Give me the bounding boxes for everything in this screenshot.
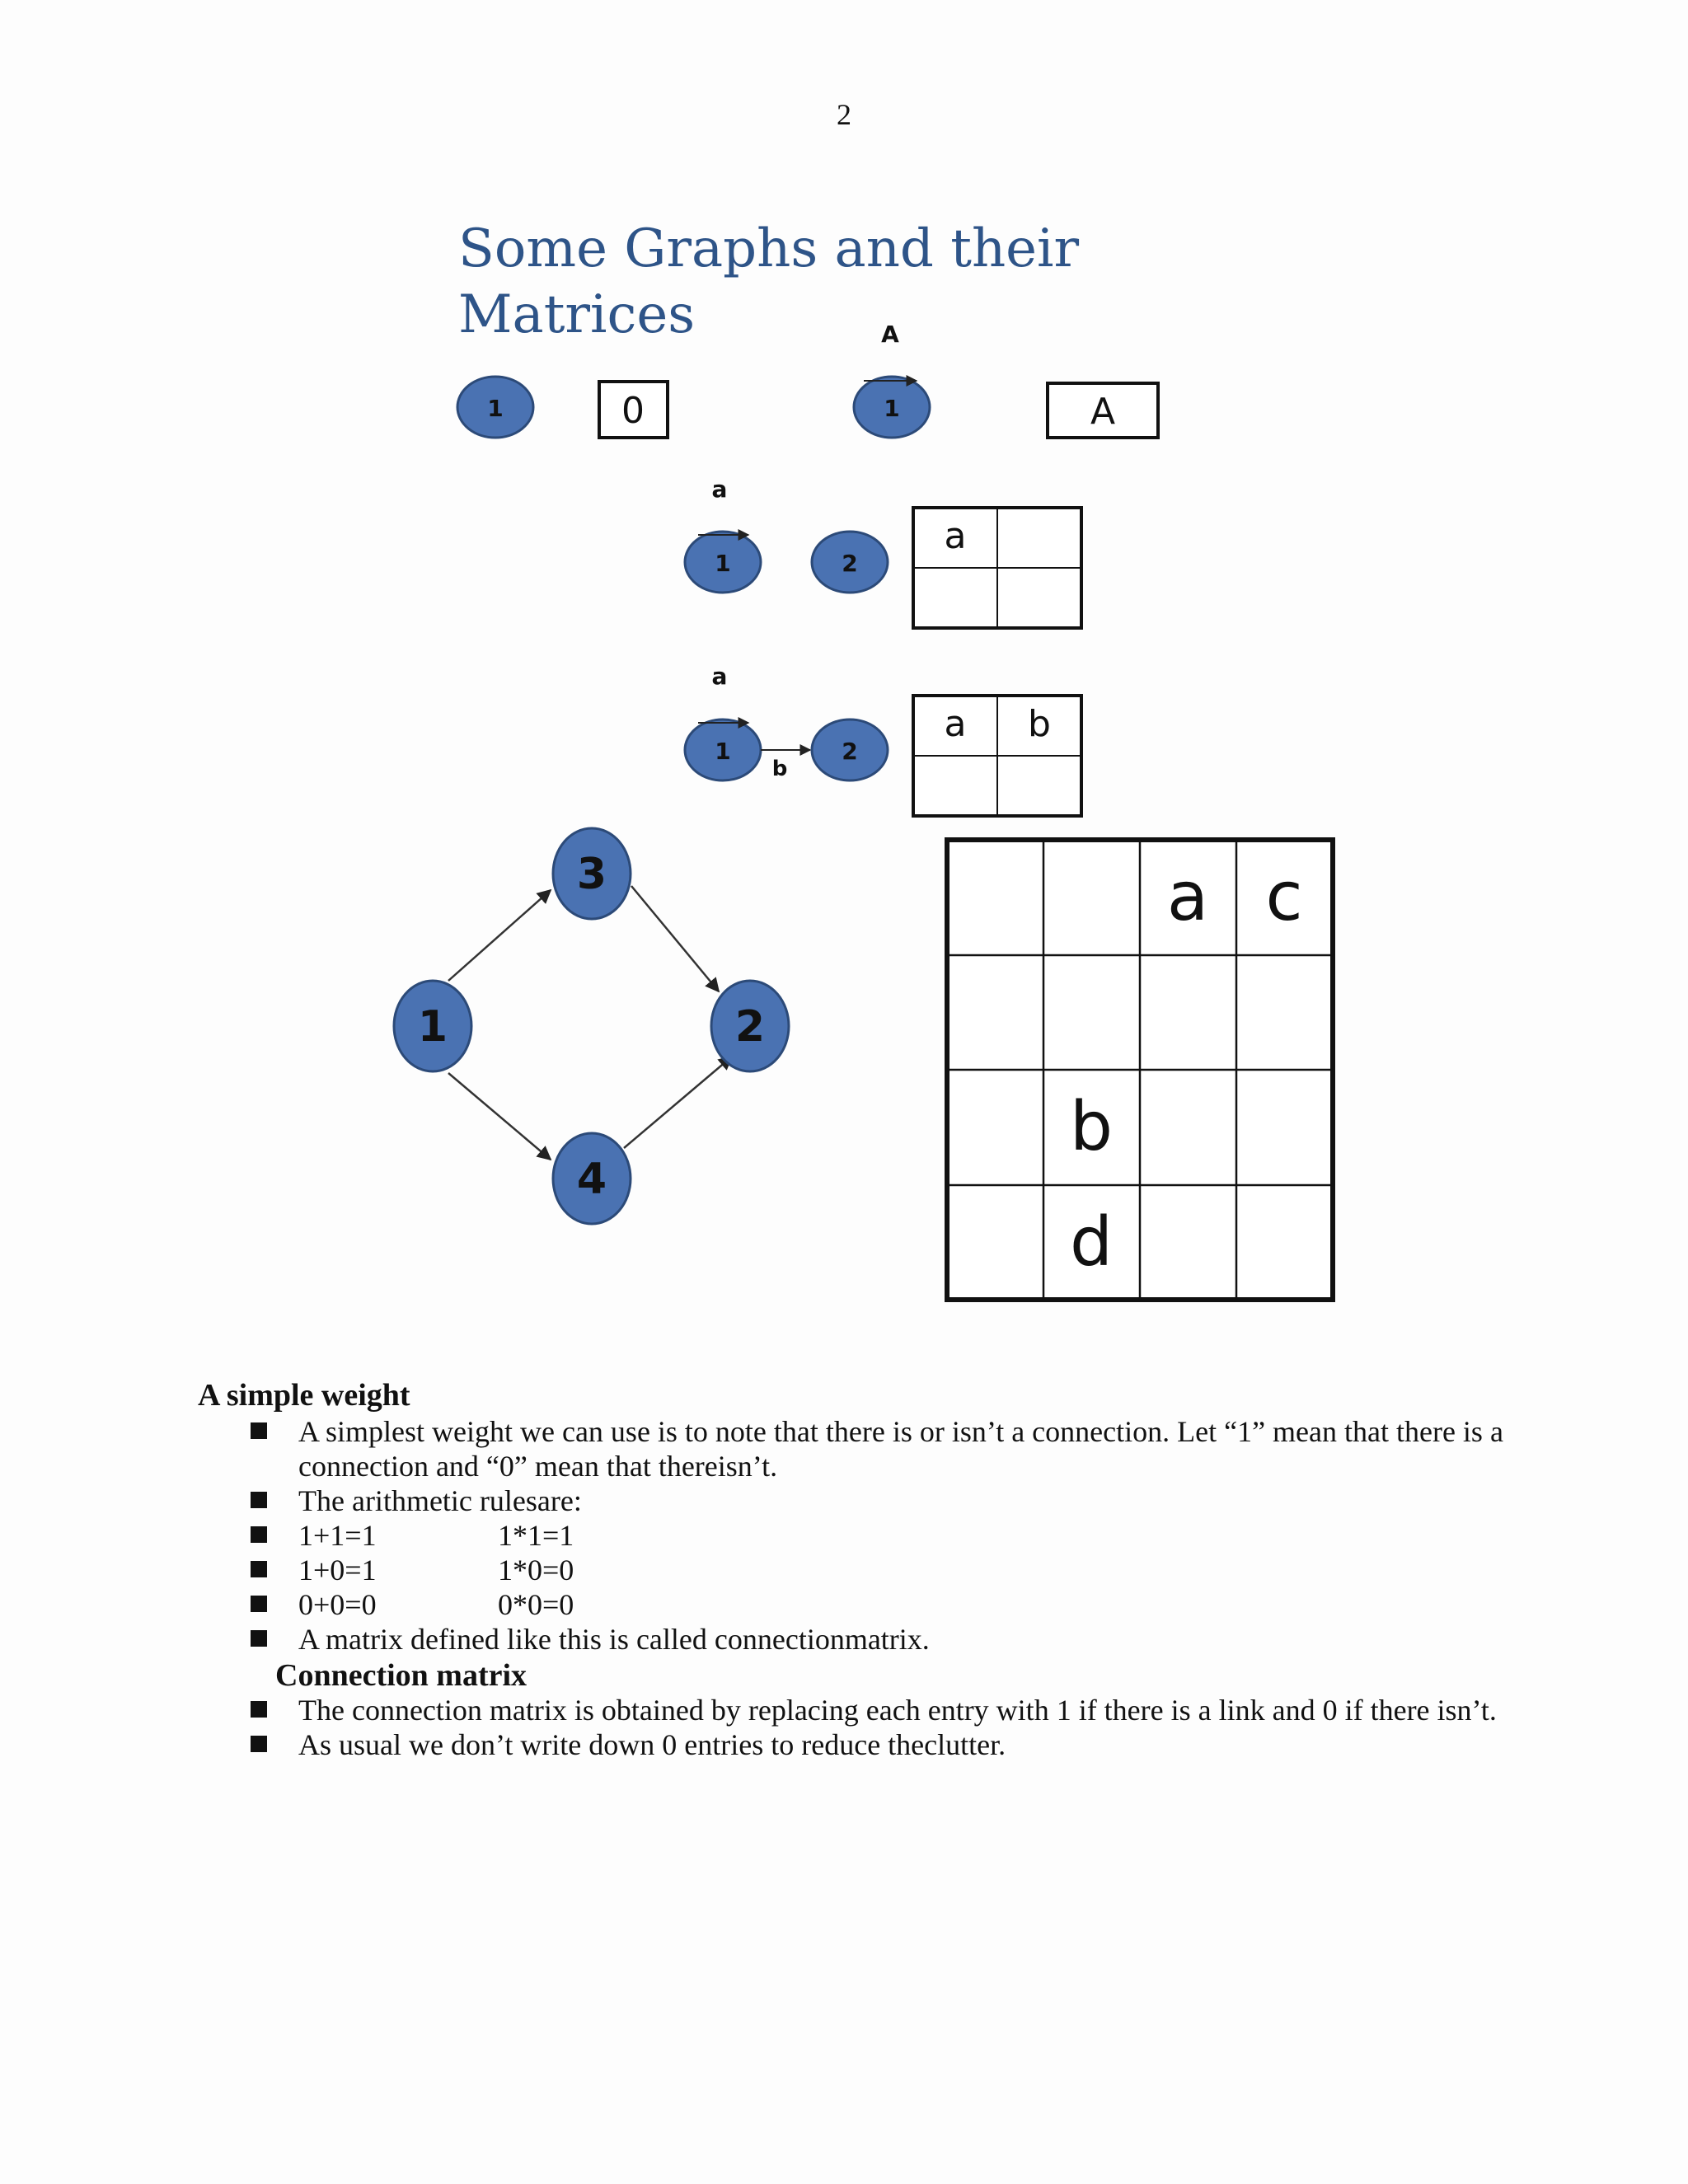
matrix-cell-value: b (1028, 703, 1051, 745)
bullet-icon (251, 1596, 267, 1612)
rule-item (198, 1518, 1517, 1553)
list-item (198, 1483, 1517, 1518)
bullet-icon (251, 1630, 267, 1647)
matrix-cell-value: a (944, 515, 967, 557)
bullet-icon (251, 1561, 267, 1577)
bullet-icon (251, 1492, 267, 1508)
node-label: 1 (884, 395, 900, 422)
edge-arrow (624, 1057, 732, 1148)
bullet-icon (251, 1422, 267, 1439)
edge-label: a (711, 663, 728, 690)
self-loop-diagram (854, 321, 1158, 438)
node-label: 2 (734, 1002, 766, 1052)
title-line-1: Some Graphs and their (458, 218, 1080, 279)
list-item-text: A matrix defined like this is called connectionmatrix. (298, 1623, 930, 1656)
list-item-text: The connection matrix is obtained by replacing each entry with 1 if there is a link and 0 if there isn’t. (298, 1694, 1497, 1727)
matrix-cell-value: a (1166, 858, 1209, 936)
matrix-2x2 (913, 696, 1081, 816)
node-label: 4 (576, 1155, 607, 1204)
edge-label: b (771, 757, 788, 781)
node-label: 2 (842, 550, 858, 577)
matrix-4x4 (947, 840, 1333, 1300)
node-label: 1 (487, 395, 504, 422)
node-label: 3 (576, 850, 607, 899)
node-label: 1 (715, 550, 731, 577)
matrix-cell-value: A (1090, 391, 1116, 433)
title-line-2: Matrices (458, 284, 696, 345)
rule-add: 1+1=1 (298, 1519, 377, 1552)
list-item-text: As usual we don’t write down 0 entries to reduce theclutter. (298, 1728, 1006, 1761)
rule-item (198, 1587, 1517, 1622)
list-item (198, 1727, 1517, 1762)
node-label: 1 (715, 738, 731, 765)
list-item (198, 1693, 1517, 1727)
section-heading: A simple weight (198, 1378, 410, 1413)
bullet-icon (251, 1701, 267, 1718)
list-item-text: A simplest weight we can use is to note that there is or isn’t a connection. Let “1” mean that there is a connection and “0” mean that thereisn’t. (298, 1415, 1503, 1483)
node-label: 1 (417, 1002, 448, 1052)
edge-arrow (448, 890, 551, 981)
text-section (198, 1378, 1517, 1762)
rule-add: 1+0=1 (298, 1554, 377, 1586)
rule-add: 0+0=0 (298, 1588, 377, 1621)
rule-mul: 0*0=0 (498, 1588, 574, 1621)
section-subheading: Connection matrix (275, 1658, 528, 1693)
matrix-cell-value: c (1265, 858, 1303, 936)
page-number: 2 (837, 98, 851, 131)
matrix-cell-value: b (1069, 1088, 1114, 1166)
four-node-graph (394, 828, 789, 1224)
rule-mul: 1*0=0 (498, 1554, 574, 1586)
bullet-icon (251, 1526, 267, 1543)
list-item (198, 1622, 1517, 1657)
matrix-cell-value: 0 (621, 390, 645, 432)
edge-arrow (448, 1073, 551, 1160)
node-label: 2 (842, 738, 858, 765)
single-node-diagram (457, 377, 668, 438)
two-node-loop-diagram (685, 476, 1081, 628)
edge-label: a (711, 476, 728, 503)
matrix-cell-value: a (944, 703, 967, 745)
bullet-list (198, 1693, 1517, 1762)
matrix-2x2 (913, 508, 1081, 628)
two-node-edge-diagram (685, 663, 1081, 816)
rule-mul: 1*1=1 (498, 1519, 574, 1552)
bullet-list (198, 1414, 1517, 1657)
rule-item (198, 1553, 1517, 1587)
bullet-icon (251, 1736, 267, 1752)
edge-label: A (881, 321, 899, 348)
edge-arrow (631, 886, 719, 991)
list-item-text: The arithmetic rulesare: (298, 1484, 582, 1517)
matrix-cell-value: d (1069, 1203, 1114, 1282)
list-item (198, 1414, 1517, 1483)
